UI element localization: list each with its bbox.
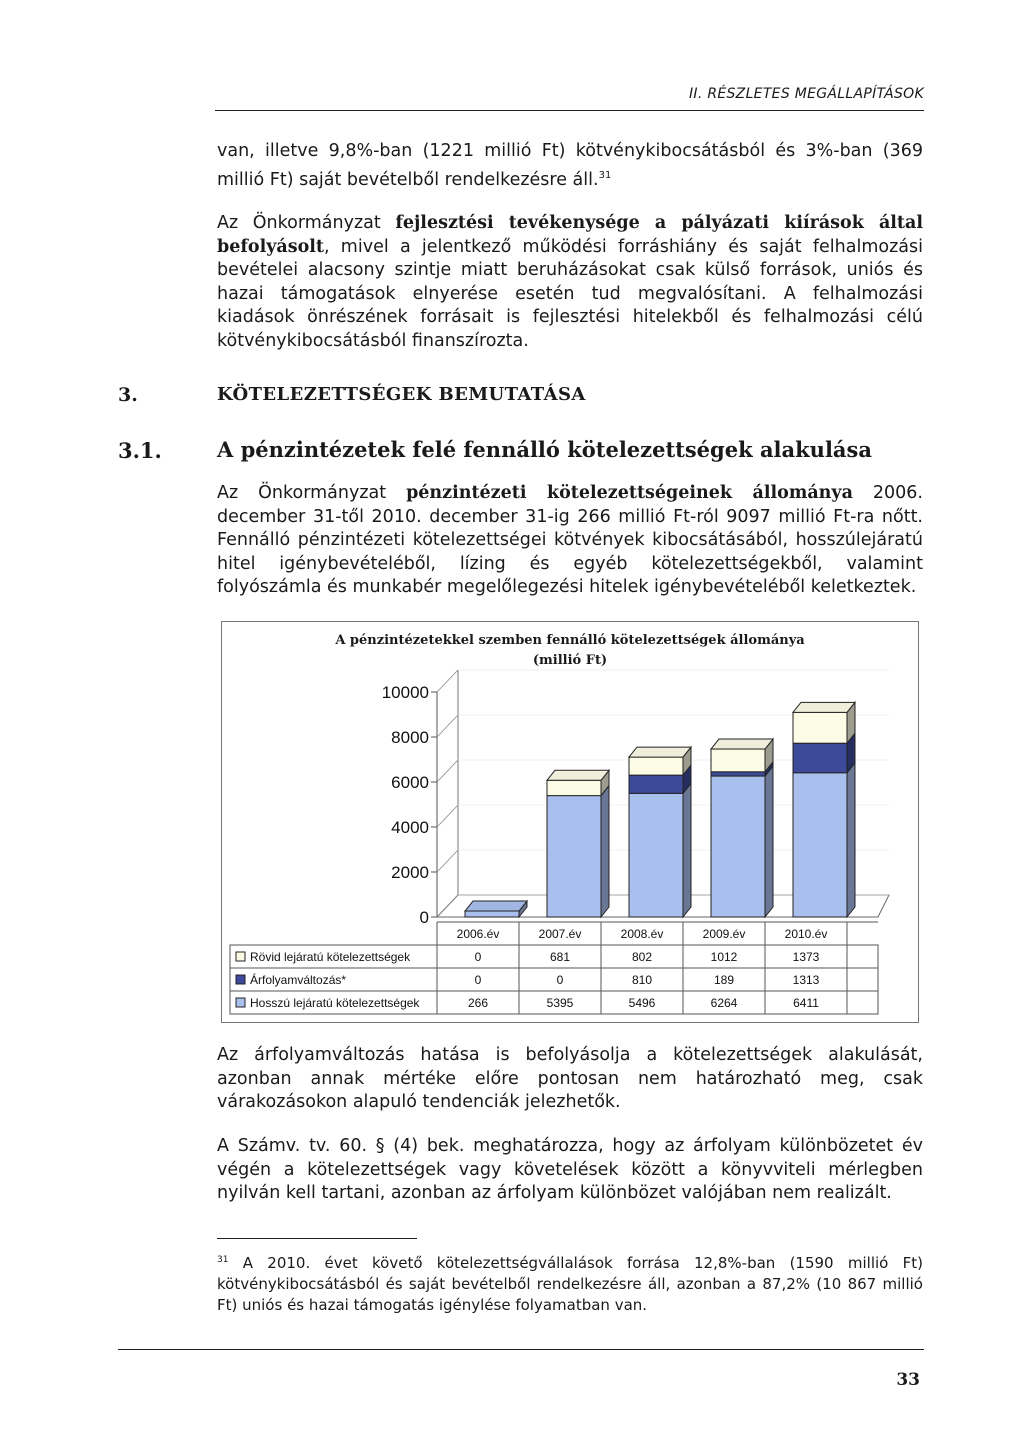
data-table-cell: 0 [474,950,482,964]
paragraph-1-text: van, illetve 9,8%-ban (1221 millió Ft) kötvénykibocsátásból és 3%-ban (369 millió Ft) saját bevételből rendelkezésre áll. [217,141,923,190]
bar-segment-front [547,796,601,917]
footer-divider [118,1349,924,1350]
x-category-label: 2008.év [620,927,664,941]
bar-top-face [711,739,773,749]
data-table-cell: 802 [631,950,653,964]
section-3-number: 3. [118,384,138,406]
bar-segment-front [793,743,847,773]
legend-swatch [236,952,245,961]
legend-swatch [236,975,245,984]
paragraph-5-text: A Számv. tv. 60. § (4) bek. meghatározza, hogy az árfolyam különbözetet év végén a kötelezettségek vagy követelések között a könyvviteli mérlegben nyilván kell tartani, azonban az árfolyam különbözet valójában nem realizált. [217,1136,923,1204]
chart-subtitle: (millió Ft) [532,653,608,668]
bar-segment-front [629,775,683,793]
data-table-cell: 810 [631,973,653,987]
x-category-label: 2007.év [538,927,582,941]
y-tick-label: 6000 [391,773,429,792]
data-table-cell: 5496 [628,996,656,1010]
data-table-cell: 0 [556,973,564,987]
data-table-cell: 1012 [710,950,738,964]
y-tick-label: 8000 [391,728,429,747]
paragraph-3-pre: Az Önkormányzat [217,483,407,503]
data-table-cell: 189 [713,973,735,987]
footnote [217,1250,923,1316]
bar-top-face [629,747,691,757]
data-table-cell: 266 [467,996,489,1010]
footnote-ref[interactable]: 31 [598,169,612,181]
bar-top-face [465,901,527,911]
section-3-1-title: A pénzintézetek felé fennálló kötelezettségek alakulása [217,437,872,462]
bar-segment-front [465,911,519,917]
paragraph-3-bold: pénzintézeti kötelezettségeinek állománya [406,483,853,503]
paragraph-2 [217,212,923,354]
data-table-cell: 1373 [792,950,820,964]
data-table-cell: 5395 [546,996,574,1010]
paragraph-5 [217,1135,923,1206]
x-category-label: 2009.év [702,927,746,941]
gridline-diagonal [437,715,458,737]
y-tick-label: 10000 [381,683,429,702]
bar-segment-side [683,783,691,917]
running-header-title: II. RÉSZLETES MEGÁLLAPÍTÁSOK [688,86,924,102]
gridline-diagonal [437,805,458,827]
stacked-bar-chart [222,622,918,1022]
bar-top-face [547,770,609,780]
bar-segment-front [547,780,601,795]
bar-segment-side [765,766,773,917]
chart-frame [221,621,919,1023]
footnote-divider [217,1238,417,1239]
footnote-text: A 2010. évet követő kötelezettségvállalások forrása 12,8%-ban (1590 millió Ft) kötvénykibocsátásból és saját bevételből rendelkezésre áll, azonban a 87,2% (10 867 millió Ft) uniós és hazai támogatás igénylése folyamatban van. [217,1254,923,1314]
paragraph-4-text: Az árfolyamváltozás hatása is befolyásolja a kötelezettségek alakulását, azonban annak mértéke előre pontosan nem határozható meg, csak várakozásokon alapuló tendenciák jelezhetők. [217,1045,923,1113]
data-table-cell: 0 [474,973,482,987]
section-3-1-number: 3.1. [118,438,162,463]
paragraph-2-bold: fejlesztési tevékenysége a pályázati kiírások által befolyásolt [217,213,923,257]
paragraph-2-post: , mivel a jelentkező működési forráshiány és saját felhalmozási bevételei alacsony szintje miatt beruházásokat csak külső források, uniós és hazai támogatások elnyerése esetén tud megvalósítani. A felhalmozási kiadások önrészének forrásait is fejlesztési hitelekből és felhalmozási célú kötvénykibocsátásból finanszírozta. [217,236,923,351]
page-number: 33 [896,1370,920,1390]
gridline-diagonal [437,670,458,692]
gridline-diagonal [437,760,458,782]
legend-label: Rövid lejáratú kötelezettségek [250,950,411,964]
y-tick-label: 0 [419,908,429,927]
legend-label: Hosszú lejáratú kötelezettségek [250,996,420,1010]
chart-title: A pénzintézetekkel szemben fennálló kötelezettségek állománya [335,633,805,648]
bar-segment-side [847,763,855,917]
bar-segment-front [711,772,765,776]
paragraph-2-pre: Az Önkormányzat [217,213,396,233]
running-header [215,86,924,111]
bar-segment-front [793,712,847,743]
bar-segment-front [629,757,683,775]
bar-segment-side [601,786,609,917]
legend-swatch [236,998,245,1007]
paragraph-1 [217,140,923,192]
legend-label: Árfolyamváltozás* [250,973,347,987]
gridline-diagonal [437,895,458,917]
bar-segment-front [629,793,683,917]
data-table-cell: 6264 [710,996,738,1010]
paragraph-3 [217,482,923,600]
y-tick-label: 2000 [391,863,429,882]
footnote-number: 31 [217,1255,229,1265]
bar-segment-front [711,749,765,772]
bar-segment-front [711,776,765,917]
section-3-title: KÖTELEZETTSÉGEK BEMUTATÁSA [217,384,586,405]
x-category-label: 2006.év [456,927,500,941]
paragraph-3-post: 2006. december 31-től 2010. december 31-ig 266 millió Ft-ról 9097 millió Ft-ra nőtt. Fennálló pénzintézeti kötelezettségei kötvények kibocsátásából, hosszúlejáratú hitel igénybevételéből, lízing és egyéb kötelezettségekből, valamint folyószámla és munkabér megelőlegezési hitelek igénybevételéből keletkeztek. [217,483,923,598]
bar-segment-front [793,773,847,917]
y-tick-label: 4000 [391,818,429,837]
data-table-cell: 6411 [793,996,819,1010]
bar-top-face [793,702,855,712]
gridline-diagonal [437,850,458,872]
data-table-cell: 681 [549,950,571,964]
data-table-cell: 1313 [792,973,820,987]
paragraph-4 [217,1044,923,1115]
x-category-label: 2010.év [784,927,828,941]
